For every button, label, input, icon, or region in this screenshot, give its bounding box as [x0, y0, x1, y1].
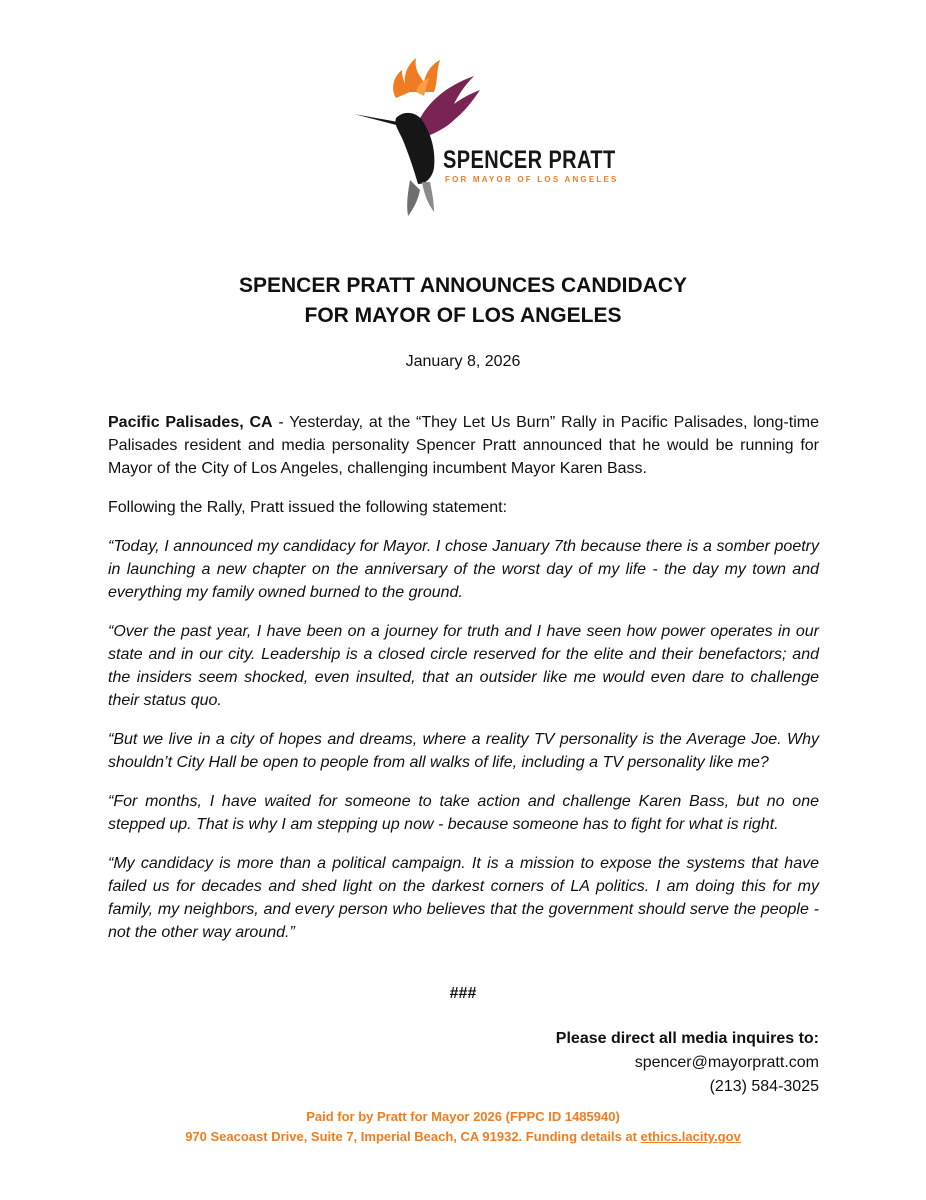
quote-paragraph-4: “For months, I have waited for someone to take action and challenge Karen Bass, but no one stepped up. That is why I am stepping up now - because someone has to fight for what is right.	[108, 793, 819, 833]
headline-line-2: FOR MAYOR OF LOS ANGELES	[304, 304, 622, 327]
dateline: Pacific Palisades, CA	[108, 414, 273, 431]
disclaimer-line-2	[0, 1127, 926, 1147]
ethics-link[interactable]: ethics.lacity.gov	[640, 1129, 741, 1144]
end-of-release-mark: ###	[449, 985, 477, 1002]
quote-paragraph-2: “Over the past year, I have been on a journey for truth and I have seen how power operates in our state and in our city. Leadership is a closed circle reserved for the elite and their benefactors; and the insiders seem shocked, even insulted, that an outsider like me would even dare to challenge their status quo.	[108, 623, 819, 709]
paid-for-disclaimer	[0, 1107, 926, 1147]
disclaimer-address: 970 Seacoast Drive, Suite 7, Imperial Beach, CA 91932. Funding details at	[185, 1129, 641, 1144]
disclaimer-line-1: Paid for by Pratt for Mayor 2026 (FPPC ID 1485940)	[306, 1109, 620, 1124]
media-contact-block	[556, 1027, 819, 1099]
headline-line-1: SPENCER PRATT ANNOUNCES CANDIDACY	[238, 274, 688, 297]
campaign-logo	[346, 52, 619, 222]
press-release-headline	[0, 271, 926, 331]
hummingbird-flame-logo-icon	[346, 52, 586, 222]
media-contact-heading: Please direct all media inquires to:	[555, 1030, 819, 1047]
media-contact-phone: (213) 584-3025	[709, 1078, 819, 1095]
lead-text: - Yesterday, at the “They Let Us Burn” Rally in Pacific Palisades, long-time Palisades resident and media personality Spencer Pratt announced that he would be running for Mayor of the City of Los Angeles, challenging incumbent Mayor Karen Bass.	[108, 414, 820, 477]
intro-paragraph: Following the Rally, Pratt issued the following statement:	[108, 499, 508, 516]
logo-wordmark: SPENCER PRATT	[443, 146, 616, 174]
lead-paragraph	[108, 411, 819, 480]
release-body	[108, 411, 819, 960]
release-date: January 8, 2026	[405, 353, 521, 370]
quote-paragraph-5: “My candidacy is more than a political campaign. It is a mission to expose the systems that have failed us for decades and shed light on the darkest corners of LA politics. I am doing this for my family, my neighbors, and every person who believes that the government should serve the people - not the other way around.”	[108, 855, 819, 941]
quote-paragraph-1: “Today, I announced my candidacy for Mayor. I chose January 7th because there is a somber poetry in launching a new chapter on the anniversary of the worst day of my life - the day my town and everything my family owned burned to the ground.	[108, 538, 819, 601]
quote-paragraph-3: “But we live in a city of hopes and dreams, where a reality TV personality is the Average Joe. Why shouldn’t City Hall be open to people from all walks of life, including a TV personality like me?	[108, 731, 819, 771]
media-contact-email: spencer@mayorpratt.com	[634, 1054, 819, 1071]
logo-tagline: FOR MAYOR OF LOS ANGELES	[445, 175, 619, 184]
